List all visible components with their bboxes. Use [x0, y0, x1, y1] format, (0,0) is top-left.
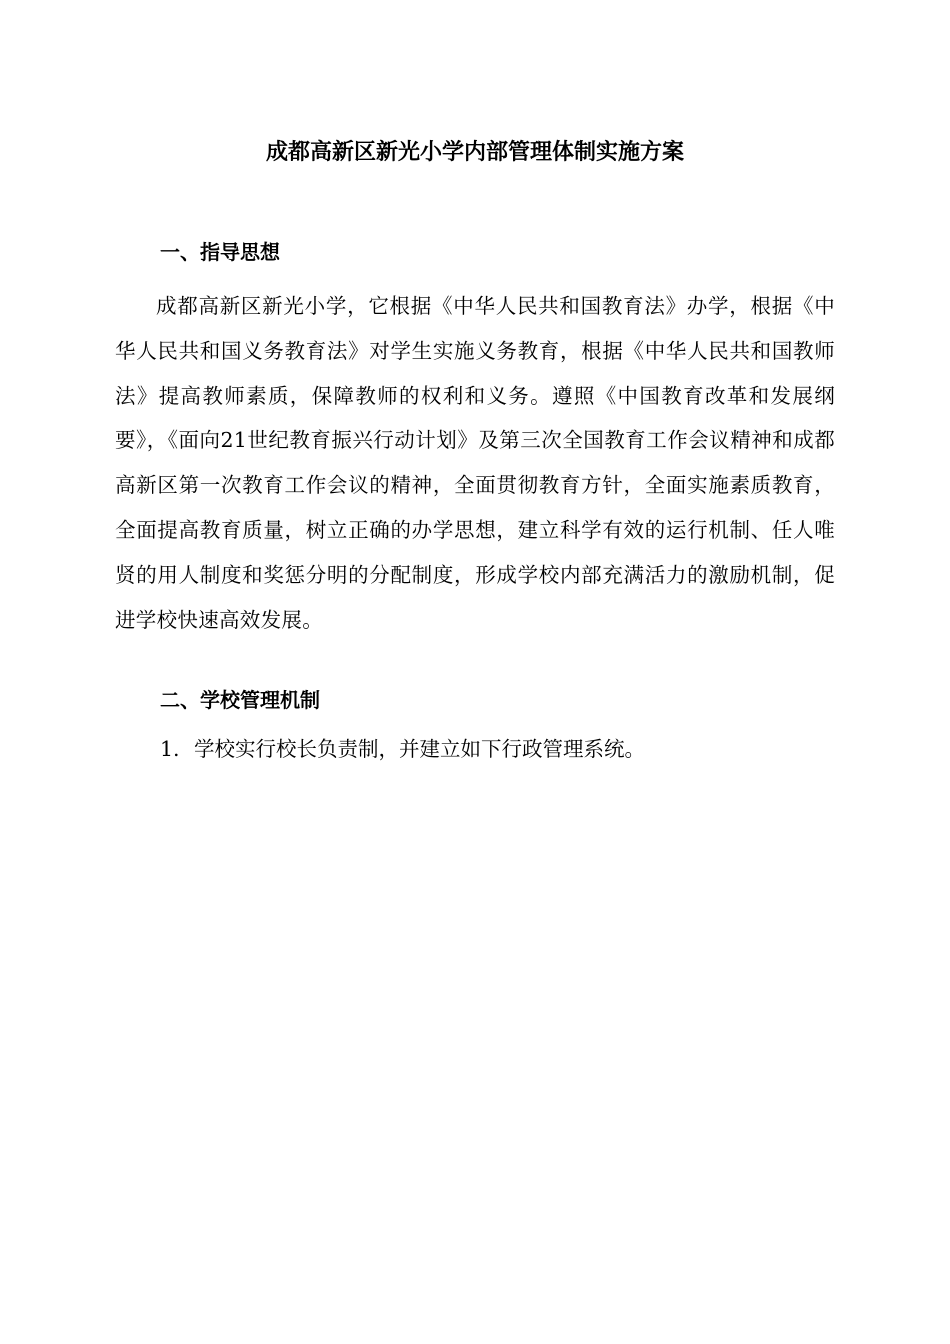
- document-title: 成都高新区新光小学内部管理体制实施方案: [265, 140, 684, 165]
- list-item-text: 学校实行校长负责制，并建立如下行政管理系统。: [194, 737, 645, 761]
- list-item: [160, 733, 645, 765]
- section-heading-management-mechanism: 二、学校管理机制: [160, 688, 320, 712]
- section-heading-guiding-thought: 一、指导思想: [160, 240, 280, 264]
- list-item-number: 1.: [160, 737, 180, 761]
- guiding-thought-paragraph: 成都高新区新光小学，它根据《中华人民共和国教育法》办学，根据《中华人民共和国义务教育法》对学生实施义务教育，根据《中华人民共和国教师法》提高教师素质，保障教师的权利和义务。遵照《中国教育改革和发展纲要》，《面向21世纪教育振兴行动计划》及第三次全国教育工作会议精神和成都高新区第一次教育工作会议的精神，全面贯彻教育方针，全面实施素质教育，全面提高教育质量，树立正确的办学思想，建立科学有效的运行机制、任人唯贤的用人制度和奖惩分明的分配制度，形成学校内部充满活力的激励机制，促进学校快速高效发展。: [115, 294, 835, 632]
